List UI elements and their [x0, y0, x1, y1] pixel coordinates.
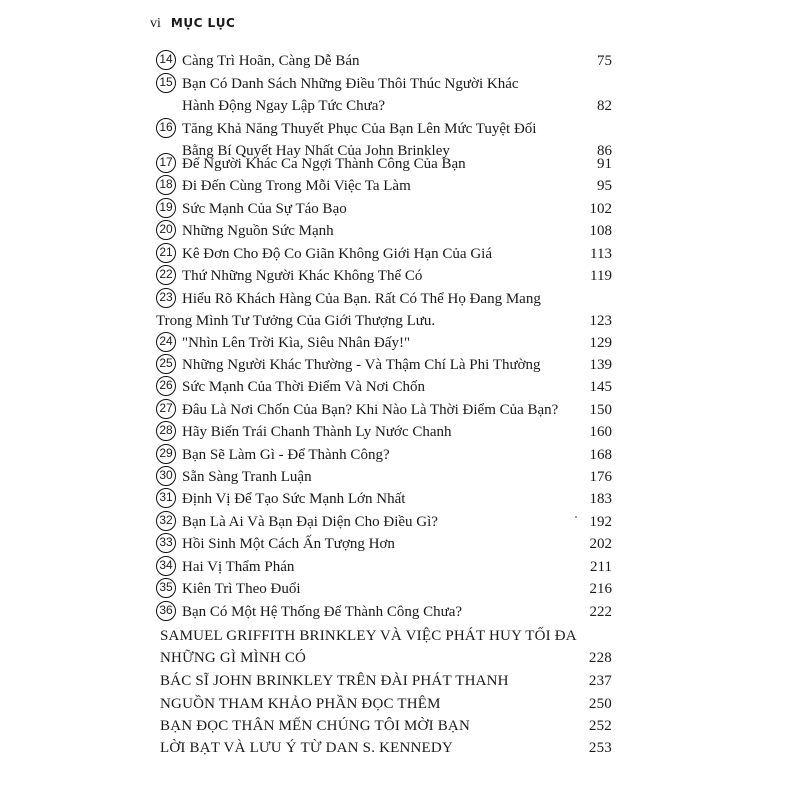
chapter-number-circle: 31: [156, 488, 176, 508]
section-page-number: 237: [588, 673, 612, 689]
chapter-number-circle: 23: [156, 288, 176, 308]
entry-title-line: Càng Trì Hoãn, Càng Dễ Bán: [182, 53, 360, 69]
entry-title-line: Kê Đơn Cho Độ Co Giãn Không Giới Hạn Của Giá: [182, 246, 492, 262]
chapter-number-circle: 32: [156, 511, 176, 531]
section-page-number: 252: [588, 718, 612, 734]
chapter-number-circle: 19: [156, 198, 176, 218]
entry-page-number: 82: [597, 98, 612, 114]
entry-title-line: Sẵn Sàng Tranh Luận: [182, 469, 312, 485]
chapter-number-circle: 30: [156, 466, 176, 486]
chapter-number-circle: 27: [156, 399, 176, 419]
entry-title-line: Hai Vị Thẩm Phán: [182, 559, 295, 575]
entry-title-line: Thứ Những Người Khác Không Thể Có: [182, 268, 423, 284]
section-title-line: NHỮNG GÌ MÌNH CÓ: [160, 650, 307, 666]
chapter-number-circle: 26: [156, 376, 176, 396]
entry-title-line: Trong Mình Tư Tưởng Của Giới Thượng Lưu.: [156, 313, 436, 329]
entry-page-number: 192: [589, 514, 612, 530]
entry-page-number: 160: [589, 424, 612, 440]
entry-page-number: 102: [589, 201, 612, 217]
entry-title-line: Kiên Trì Theo Đuổi: [182, 581, 301, 597]
section-page-number: 253: [588, 740, 612, 756]
entry-title-line: Bằng Bí Quyết Hay Nhất Của John Brinkley: [182, 143, 450, 159]
chapter-number-circle: 21: [156, 243, 176, 263]
entry-title-line: Định Vị Để Tạo Sức Mạnh Lớn Nhất: [182, 491, 406, 507]
section-page-number: 250: [588, 696, 612, 712]
print-speck: [575, 516, 577, 518]
entry-page-number: 86: [597, 143, 612, 159]
entry-title-line: Hiểu Rõ Khách Hàng Của Bạn. Rất Có Thể Họ Đang Mang: [182, 291, 541, 307]
entry-title-line: Sức Mạnh Của Thời Điểm Và Nơi Chốn: [182, 379, 426, 395]
entry-page-number: 95: [597, 178, 612, 194]
entry-page-number: 119: [590, 268, 612, 284]
section-title-line: BÁC SĨ JOHN BRINKLEY TRÊN ĐÀI PHÁT THANH: [160, 673, 509, 689]
entry-page-number: 129: [589, 335, 612, 351]
chapter-number-circle: 18: [156, 175, 176, 195]
entry-title-line: Đi Đến Cùng Trong Mỗi Việc Ta Làm: [182, 178, 411, 194]
chapter-number-circle: 20: [156, 220, 176, 240]
chapter-number-circle: 33: [156, 533, 176, 553]
entry-title-line: Bạn Có Danh Sách Những Điều Thôi Thúc Người Khác: [182, 76, 519, 92]
entry-page-number: 108: [589, 223, 612, 239]
header-page-number: vi: [150, 16, 161, 31]
chapter-number-circle: 16: [156, 118, 176, 138]
section-title-line: NGUỒN THAM KHẢO PHẦN ĐỌC THÊM: [160, 696, 441, 712]
section-title-line: LỜI BẠT VÀ LƯU Ý TỪ DAN S. KENNEDY: [160, 740, 453, 756]
entry-page-number: 139: [589, 357, 612, 373]
entry-title-line: Bạn Sẽ Làm Gì - Để Thành Công?: [182, 447, 390, 463]
entry-title-line: Những Người Khác Thường - Và Thậm Chí Là Phi Thường: [182, 357, 541, 373]
entry-page-number: 75: [597, 53, 612, 69]
entry-page-number: 91: [597, 156, 612, 172]
chapter-number-circle: 14: [156, 50, 176, 70]
chapter-number-circle: 36: [156, 601, 176, 621]
section-page-number: 228: [588, 650, 612, 666]
chapter-number-circle: 22: [156, 265, 176, 285]
chapter-number-circle: 35: [156, 578, 176, 598]
entry-title-line: Tăng Khả Năng Thuyết Phục Của Bạn Lên Mức Tuyệt Đối: [182, 121, 537, 137]
entry-page-number: 202: [589, 536, 612, 552]
entry-title-line: "Nhìn Lên Trời Kìa, Siêu Nhân Đấy!": [182, 335, 411, 351]
entry-page-number: 168: [589, 447, 612, 463]
entry-title-line: Để Người Khác Ca Ngợi Thành Công Của Bạn: [182, 156, 466, 172]
entry-page-number: 176: [589, 469, 612, 485]
entry-page-number: 211: [590, 559, 612, 575]
entry-title-line: Những Nguồn Sức Mạnh: [182, 223, 334, 239]
chapter-number-circle: 17: [156, 153, 176, 173]
entry-page-number: 150: [589, 402, 612, 418]
entry-title-line: Sức Mạnh Của Sự Táo Bạo: [182, 201, 347, 217]
section-title-line: BẠN ĐỌC THÂN MẾN CHÚNG TÔI MỜI BẠN: [160, 718, 471, 734]
entry-title-line: Hành Động Ngay Lập Tức Chưa?: [182, 98, 386, 114]
entry-title-line: Đâu Là Nơi Chốn Của Bạn? Khi Nào Là Thời Điểm Của Bạn?: [182, 402, 559, 418]
chapter-number-circle: 29: [156, 444, 176, 464]
entry-page-number: 216: [589, 581, 612, 597]
entry-title-line: Bạn Là Ai Và Bạn Đại Diện Cho Điều Gì?: [182, 514, 438, 530]
entry-page-number: 113: [590, 246, 612, 262]
section-title-line: SAMUEL GRIFFITH BRINKLEY VÀ VIỆC PHÁT HUY TỐI ĐA: [160, 628, 577, 644]
header-title: MỤC LỤC: [170, 16, 236, 30]
chapter-number-circle: 25: [156, 354, 176, 374]
chapter-number-circle: 34: [156, 556, 176, 576]
entry-page-number: 222: [589, 604, 612, 620]
entry-page-number: 145: [589, 379, 612, 395]
chapter-number-circle: 24: [156, 332, 176, 352]
chapter-number-circle: 15: [156, 73, 176, 93]
chapter-number-circle: 28: [156, 421, 176, 441]
entry-page-number: 183: [589, 491, 612, 507]
entry-title-line: Hãy Biến Trái Chanh Thành Ly Nước Chanh: [182, 424, 452, 440]
entry-title-line: Hồi Sinh Một Cách Ấn Tượng Hơn: [182, 536, 395, 552]
entry-page-number: 123: [589, 313, 612, 329]
entry-title-line: Bạn Có Một Hệ Thống Để Thành Công Chưa?: [182, 604, 463, 620]
